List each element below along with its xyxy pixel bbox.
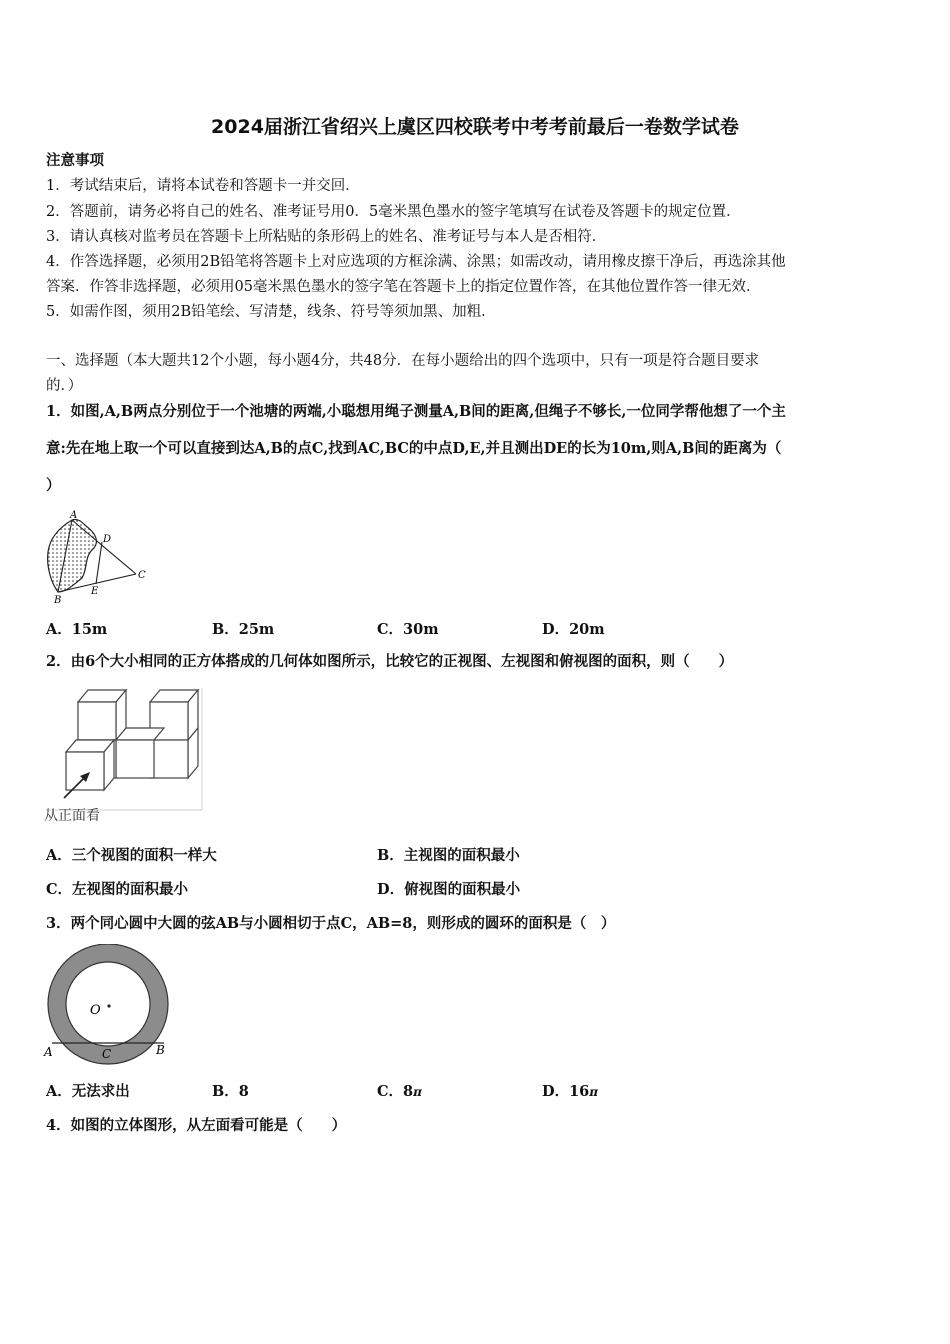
label-b: B [54, 595, 62, 606]
q2-option-a[interactable]: A．三个视图的面积一样大 [46, 847, 217, 864]
center-point [107, 1004, 110, 1007]
q4-stem: 4．如图的立体图形，从左面看可能是（ ） [46, 1117, 347, 1134]
label-e: E [91, 586, 99, 597]
notice-item: 2．答题前，请务必将自己的姓名、准考证号用0．5毫米黑色墨水的签字笔填写在试卷及答题卡的规定位置． [46, 204, 741, 220]
q1-option-d[interactable]: D．20m [542, 621, 605, 638]
label-a: A [44, 1045, 53, 1059]
q1-option-a[interactable]: A．15m [46, 621, 108, 638]
section-heading-cont: 的．） [46, 378, 83, 394]
q3-option-d-text: D．16 [542, 1083, 590, 1100]
segment-de [96, 542, 102, 584]
pi-symbol: π [589, 1085, 599, 1099]
q3-option-c-text: C．8 [377, 1083, 414, 1100]
q1-stem-line2: 意:先在地上取一个可以直接到达A,B的点C,找到AC,BC的中点D,E,并且测出DE的长为10m,则A,B间的距离为（ [46, 440, 782, 457]
inner-circle [66, 962, 150, 1046]
notice-item: 5．如需作图，须用2B铅笔绘、写清楚，线条、符号等须加黑、加粗． [46, 304, 496, 320]
q3-option-b[interactable]: B．8 [212, 1083, 249, 1100]
label-d: D [103, 534, 112, 545]
q3-option-a[interactable]: A．无法求出 [46, 1083, 130, 1100]
q3-option-c[interactable] [377, 1082, 422, 1102]
q1-option-c[interactable]: C．30m [377, 621, 439, 638]
label-c: C [138, 570, 146, 581]
notice-item: 4．作答选择题，必须用2B铅笔将答题卡上对应选项的方框涂满、涂黑；如需改动，请用橡皮擦干净后，再选涂其他 [46, 254, 786, 270]
q2-stem: 2．由6个大小相同的正方体搭成的几何体如图所示，比较它的正视图、左视图和俯视图的面积，则（ ） [46, 653, 734, 670]
q2-option-b[interactable]: B．主视图的面积最小 [377, 847, 520, 864]
pond-shape [48, 519, 97, 592]
label-a: A [70, 510, 78, 521]
annulus-figure [42, 944, 174, 1066]
q2-option-d[interactable]: D．俯视图的面积最小 [377, 881, 521, 898]
label-o: O [90, 1003, 101, 1018]
pond-triangle-figure [44, 508, 154, 606]
notice-item: 答案．作答非选择题，必须用05毫米黑色墨水的签字笔在答题卡上的指定位置作答，在其他位置作答一律无效． [46, 279, 761, 295]
section-heading: 一、选择题（本大题共12个小题，每小题4分，共48分．在每小题给出的四个选项中，只有一项是符合题目要求 [46, 353, 760, 369]
notice-heading: 注意事项 [46, 152, 104, 169]
q1-option-b[interactable]: B．25m [212, 621, 275, 638]
q3-stem: 3．两个同心圆中大圆的弦AB与小圆相切于点C，AB=8，则形成的圆环的面积是（ ） [46, 915, 616, 932]
view-caption: 从正面看 [44, 808, 100, 824]
label-c: C [102, 1047, 112, 1061]
page-title: 2024届浙江省绍兴上虞区四校联考中考考前最后一卷数学试卷 [211, 116, 739, 138]
q1-stem-line3: ） [46, 477, 61, 494]
pi-symbol: π [413, 1085, 422, 1099]
q2-option-c[interactable]: C．左视图的面积最小 [46, 881, 189, 898]
q3-option-d[interactable] [542, 1082, 598, 1102]
notice-item: 1．考试结束后，请将本试卷和答题卡一并交回． [46, 178, 360, 194]
q1-stem-line1: 1．如图,A,B两点分别位于一个池塘的两端,小聪想用绳子测量A,B间的距离,但绳子不够长,一位同学帮他想了一个主 [46, 403, 786, 420]
label-b: B [156, 1043, 165, 1057]
notice-item: 3．请认真核对监考员在答题卡上所粘贴的条形码上的姓名、准考证号与本人是否相符． [46, 229, 607, 245]
cubes-figure [42, 688, 206, 824]
